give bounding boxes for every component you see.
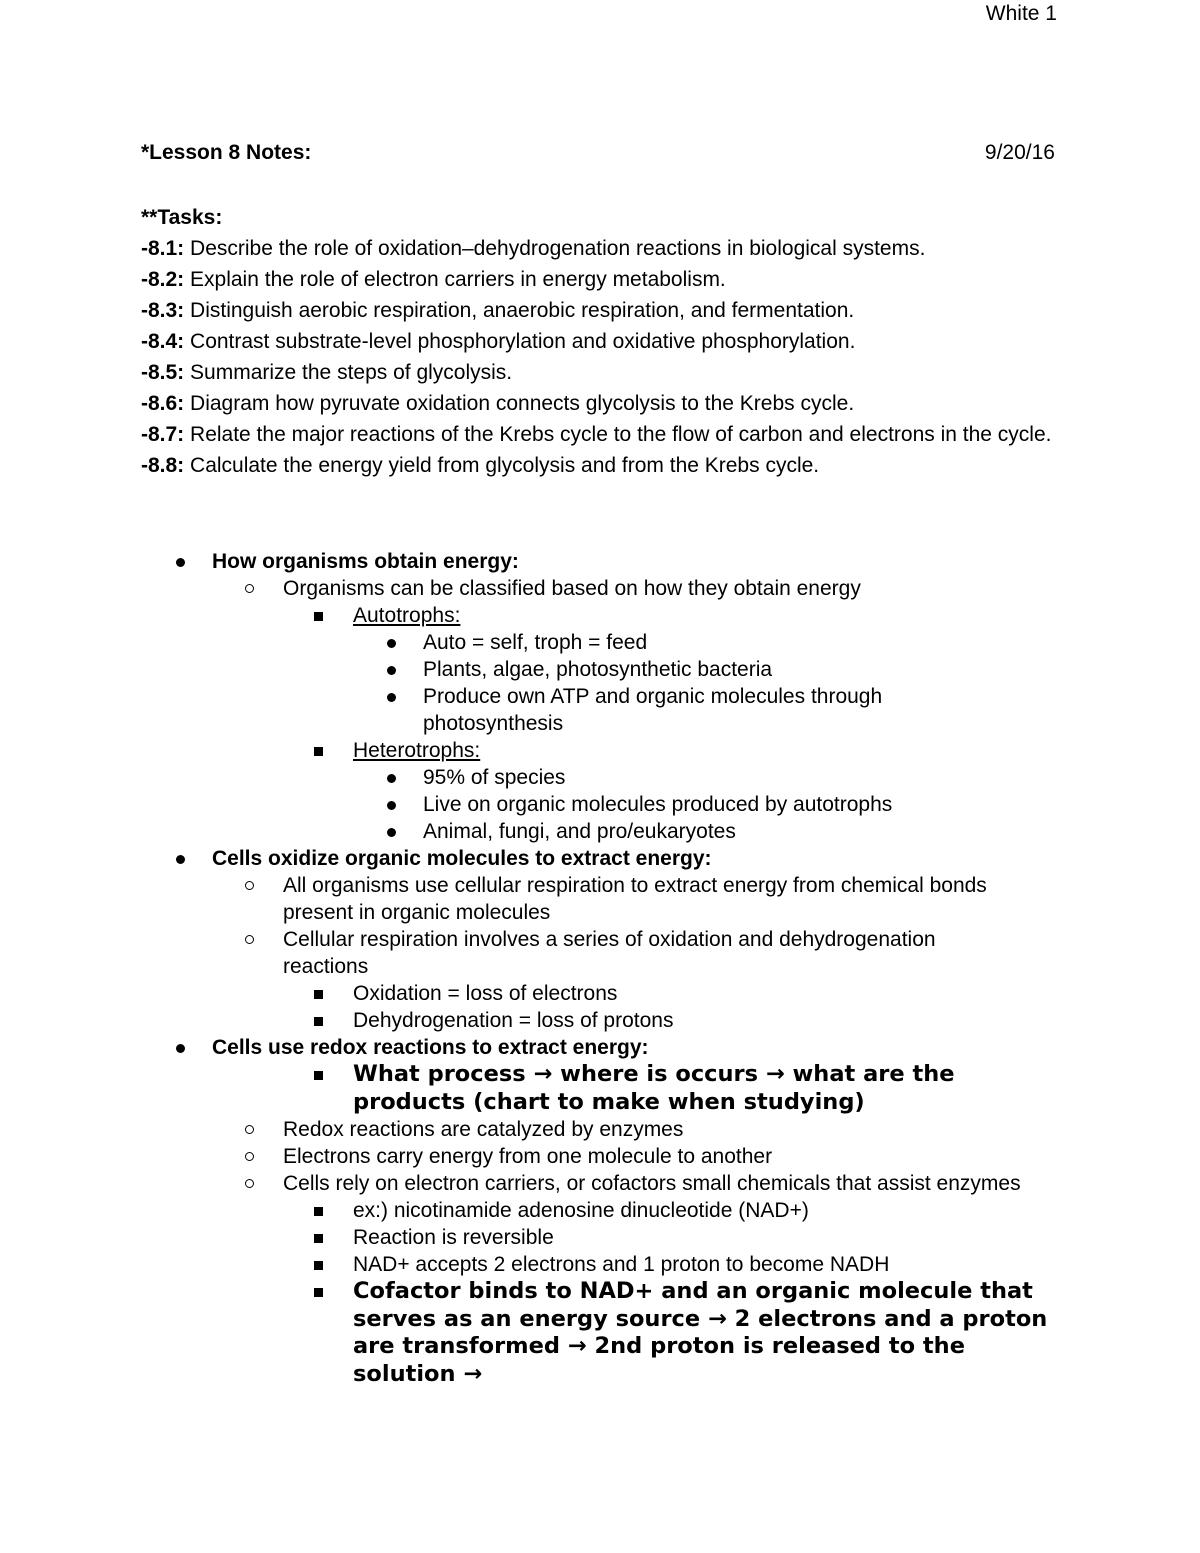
outline-category: [0, 737, 1200, 764]
task-text: Describe the role of oxidation–dehydrogenation reactions in biological systems.: [184, 237, 926, 260]
bullet-square-icon: [314, 1288, 323, 1297]
task-item: [141, 450, 1061, 481]
outline-detail: Auto = self, troph = feed: [0, 629, 1200, 656]
note-date: 9/20/16: [984, 141, 1055, 164]
task-text: Relate the major reactions of the Krebs cycle to the flow of carbon and electrons in the cycle.: [184, 423, 1052, 446]
outline-subpoint: Redox reactions are catalyzed by enzymes: [0, 1116, 1200, 1143]
task-number: -8.2:: [141, 268, 185, 291]
bullet-square-icon: [314, 1017, 323, 1026]
task-text: Calculate the energy yield from glycolysis and from the Krebs cycle.: [184, 454, 820, 477]
task-item: [141, 388, 1061, 419]
task-item: [141, 233, 1061, 264]
outline-category: NAD+ accepts 2 electrons and 1 proton to become NADH: [0, 1251, 1200, 1278]
bullet-square-icon: [314, 990, 323, 999]
bullet-square-icon: [314, 1261, 323, 1270]
task-item: [141, 419, 1061, 450]
outline-detail: Plants, algae, photosynthetic bacteria: [0, 656, 1200, 683]
task-number: -8.4:: [141, 330, 185, 353]
task-number: -8.7:: [141, 423, 185, 446]
bullet-disc-icon: [176, 1044, 185, 1053]
task-number: -8.5:: [141, 361, 185, 384]
bullet-circle-icon: [245, 1125, 254, 1134]
page-title: *Lesson 8 Notes:: [141, 141, 312, 164]
bullet-disc-icon: [387, 639, 396, 648]
bullet-circle-icon: [245, 935, 254, 944]
task-number: -8.1:: [141, 237, 185, 260]
task-item: [141, 295, 1061, 326]
task-item: [141, 326, 1061, 357]
outline-subpoint: Cellular respiration involves a series of oxidation and dehydrogenation reactions: [0, 926, 1200, 980]
bullet-disc-icon: [176, 558, 185, 567]
outline-detail: 95% of species: [0, 764, 1200, 791]
outline-heading: How organisms obtain energy:: [0, 548, 1200, 575]
bullet-circle-icon: [245, 1152, 254, 1161]
task-text: Summarize the steps of glycolysis.: [184, 361, 513, 384]
heterotrophs-label: Heterotrophs:: [353, 739, 481, 762]
bullet-disc-icon: [176, 855, 185, 864]
task-text: Explain the role of electron carriers in energy metabolism.: [184, 268, 726, 291]
task-text: Diagram how pyruvate oxidation connects glycolysis to the Krebs cycle.: [184, 392, 855, 415]
task-number: -8.6:: [141, 392, 185, 415]
title-row: [141, 141, 1055, 172]
bullet-square-icon: [314, 1207, 323, 1216]
task-number: -8.8:: [141, 454, 185, 477]
bullet-square-icon: [314, 612, 323, 621]
tasks-heading: **Tasks:: [141, 206, 223, 229]
task-number: -8.3:: [141, 299, 185, 322]
outline-subpoint: Cells rely on electron carriers, or cofactors small chemicals that assist enzymes: [0, 1170, 1200, 1197]
outline-category: ex:) nicotinamide adenosine dinucleotide (NAD+): [0, 1197, 1200, 1224]
study-note: What process → where is occurs → what are the products (chart to make when studying): [0, 1061, 1200, 1116]
task-item: [141, 357, 1061, 388]
outline-heading: Cells oxidize organic molecules to extract energy:: [0, 845, 1200, 872]
outline-detail: Animal, fungi, and pro/eukaryotes: [0, 818, 1200, 845]
bullet-disc-icon: [387, 774, 396, 783]
outline-category: [0, 602, 1200, 629]
outline-detail: Live on organic molecules produced by autotrophs: [0, 791, 1200, 818]
bullet-square-icon: [314, 747, 323, 756]
outline-subpoint: Electrons carry energy from one molecule to another: [0, 1143, 1200, 1170]
bullet-disc-icon: [387, 693, 396, 702]
task-item: [141, 264, 1061, 295]
bullet-square-icon: [314, 1234, 323, 1243]
cofactor-note: Cofactor binds to NAD+ and an organic molecule that serves as an energy source → 2 electrons and a proton are transformed → 2nd proton is released to the solution →: [0, 1278, 1200, 1388]
bullet-square-icon: [314, 1071, 323, 1080]
bullet-disc-icon: [387, 828, 396, 837]
outline-subpoint: Organisms can be classified based on how they obtain energy: [0, 575, 1200, 602]
autotrophs-label: Autotrophs:: [353, 604, 461, 627]
page-header-author: White 1: [985, 2, 1057, 25]
notes-outline: [0, 548, 1200, 1388]
bullet-circle-icon: [245, 584, 254, 593]
tasks-section: [141, 202, 1061, 481]
outline-category: Oxidation = loss of electrons: [0, 980, 1200, 1007]
bullet-disc-icon: [387, 801, 396, 810]
bullet-disc-icon: [387, 666, 396, 675]
bullet-circle-icon: [245, 1179, 254, 1188]
outline-category: Reaction is reversible: [0, 1224, 1200, 1251]
bullet-circle-icon: [245, 881, 254, 890]
outline-heading: Cells use redox reactions to extract energy:: [0, 1034, 1200, 1061]
task-text: Distinguish aerobic respiration, anaerobic respiration, and fermentation.: [184, 299, 855, 322]
outline-detail: Produce own ATP and organic molecules through photosynthesis: [0, 683, 1200, 737]
task-text: Contrast substrate-level phosphorylation and oxidative phosphorylation.: [184, 330, 856, 353]
outline-category: Dehydrogenation = loss of protons: [0, 1007, 1200, 1034]
outline-subpoint: All organisms use cellular respiration to extract energy from chemical bonds present in organic molecules: [0, 872, 1200, 926]
